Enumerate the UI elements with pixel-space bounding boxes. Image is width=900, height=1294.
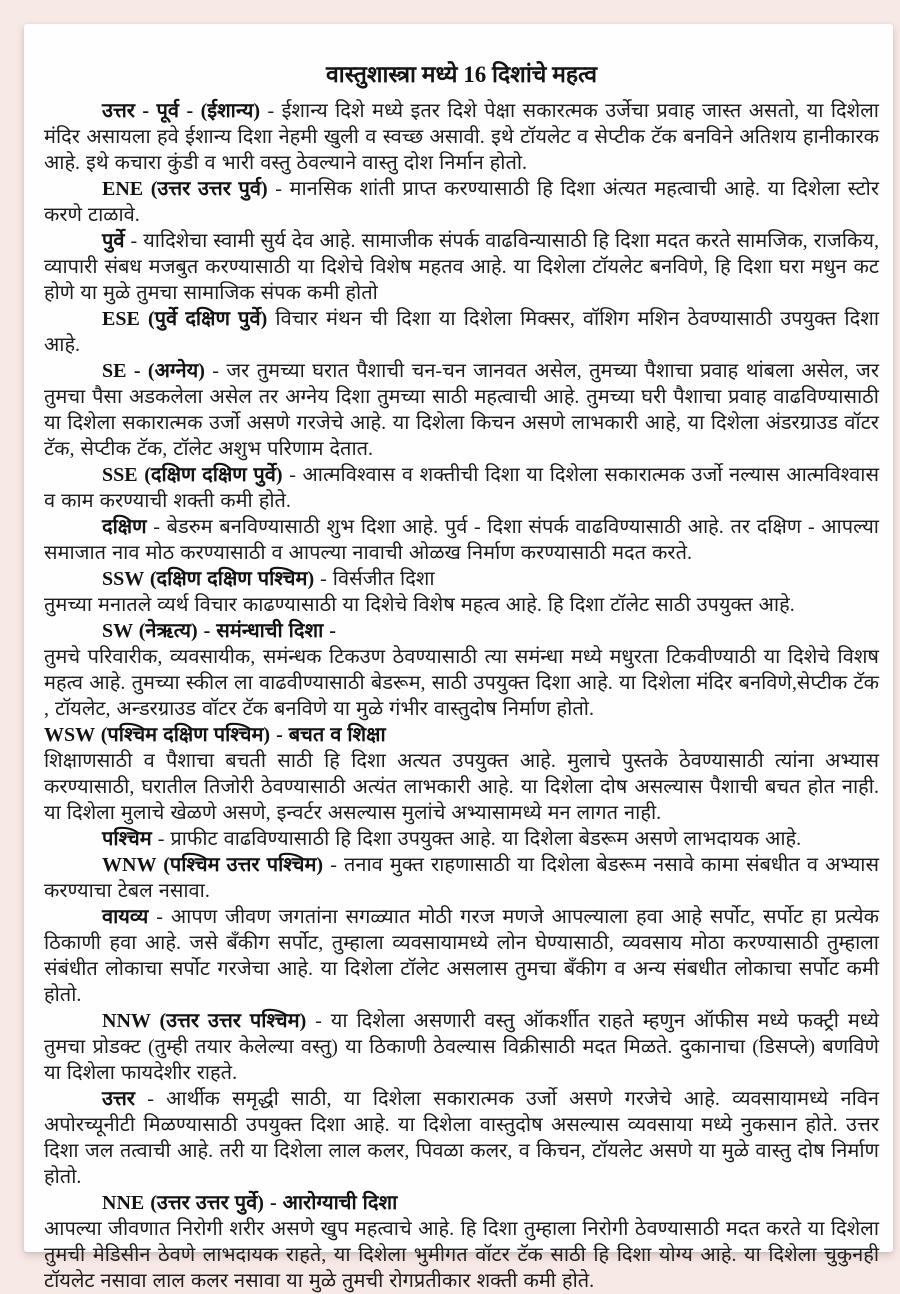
direction-heading: उत्तर <box>102 1088 135 1110</box>
direction-heading: SW (नेऋत्य) - समंन्धाची दिशा - <box>102 620 336 642</box>
paragraph-text: - आपण जीवण जगतांना सगळ्यात मोठी गरज मणजे आपल्याला हवा आहे सर्पोट, सर्पोट हा प्रत्येक ठिकाणी हवा आहे. जसे बँकीग सर्पोट, तुम्हाला व्यवसायामध्ये लोन घेण्यासाठी, व्यवसाय मोठा करण्यासाठी तुम्हाला संबंधीत लोकाचा सर्पोट गरजेचा आहे. या दिशेला टॉलेट असलास तुमचा बँकीग व अन्य संबधीत लोकाचा सर्पोट कमी होतो. <box>44 906 879 1006</box>
direction-heading: पुर्वे <box>102 230 125 252</box>
direction-heading: SE - (अग्नेय) <box>102 360 205 382</box>
direction-heading: WSW (पश्चिम दक्षिण पश्चिम) - बचत व शिक्षा <box>44 724 386 746</box>
paragraph <box>44 358 879 462</box>
paragraph <box>44 618 879 644</box>
direction-heading: SSW (दक्षिण दक्षिण पश्चिम) <box>102 568 315 590</box>
paragraph-text: - मानसिक शांती प्राप्त करण्यासाठी हि दिशा अंत्यत महत्वाची आहे. या दिशेला स्टोर करणे टाळावे. <box>44 178 880 226</box>
paragraph-text: - बेडरुम बनविण्यासाठी शुभ दिशा आहे. पुर्व - दिशा संपर्क वाढविण्यासाठी आहे. तर दक्षिण - आपल्या समाजात नाव मोठ करण्यासाठी व आपल्या नावाची ओळख निर्माण करण्यासाठी मदत करते. <box>44 516 879 564</box>
paragraph <box>44 592 879 618</box>
paragraph-text: - या दिशेला असणारी वस्तु ऑकर्शीत राहते म्हणुन ऑफीस मध्ये फक्ट्री मध्ये तुमचा प्रोडक्ट (तुम्ही तयार केलेल्या वस्तु) या ठिकाणी ठेवल्यास विक्रीसाठी मदत मिळते. दुकानाचा (डिसप्ले) बणविणे या दिशेला फायदेशीर राहते. <box>44 1010 879 1084</box>
paragraph-text: तुमचे परिवारीक, व्यवसायीक, समंन्धक टिकउण ठेवण्यासाठी त्या समंन्धा मध्ये मधुरता टिकवीण्याठी या दिशेचे विशष महत्व आहे. तुमच्या स्कील ला वाढवीण्यासाठी बेडरूम, साठी उपयुक्त दिशा आहे. या दिशेला मंदिर बनविणे,सेप्टीक टॅक , टॉयलेट, अन्डरग्राउड वॉटर टॅक बनविणे या मुळे गंभीर वास्तुदोष निर्माण होतो. <box>44 646 879 720</box>
paragraph <box>44 1190 879 1216</box>
paragraph-text: - आर्थीक समृद्धी साठी, या दिशेला सकारात्मक उर्जो असणे गरजेचे आहे. व्यवसायामध्ये नविन अपोरच्यूनीटी मिळण्यासाठी उपयुक्त दिशा आहे. या दिशेला वास्तुदोष असल्यास व्यवसाया मध्ये नुकसान होते. उत्तर दिशा जल तत्वाची आहे. तरी या दिशेला लाल कलर, पिवळा कलर, व किचन, टॉयलेट असणे या मुळे वास्तु दोष निर्माण होतो. <box>44 1088 879 1188</box>
paragraph <box>44 566 879 592</box>
direction-heading: दक्षिण <box>102 516 147 538</box>
direction-heading: ENE (उत्तर उत्तर पुर्व) <box>102 178 268 200</box>
direction-heading: पश्चिम <box>102 828 152 850</box>
paragraph <box>44 462 879 514</box>
paragraph-text: तुमच्या मनातले व्यर्थ विचार काढण्यासाठी या दिशेचे विशेष महत्व आहे. हि दिशा टॉलेट साठी उपयुक्त आहे. <box>44 594 795 616</box>
paragraph-text: - यादिशेचा स्वामी सुर्य देव आहे. सामाजीक संपर्क वाढविन्यासाठी हि दिशा मदत करते सामजिक, राजकिय, व्यापारी संबध मजबुत करण्यासाठी या दिशेचे विशेष महतव आहे. या दिशेला टॉयलेट बनविणे, हि दिशा घरा मधुन कट होणे या मुळे तुमचा सामाजिक संपक कमी होतो <box>44 230 879 304</box>
paragraph <box>44 306 879 358</box>
paragraph-text: - जर तुमच्या घरात पैशाची चन-चन जानवत असेल, तुमच्या पैशाचा प्रवाह थांबला असेल, जर तुमचा पैसा अडकलेला असेल तर अग्नेय दिशा तुमच्या साठी महत्वाची आहे. तुमच्या घरी पैशाचा प्रवाह वाढविण्यासाठी या दिशेला सकारात्मक उर्जो असणे गरजेचे आहे. या दिशेला किचन असणे लाभकारी आहे, या दिशेला अंडरग्राउड वॉटर टॅक, सेप्टीक टॅक, टॉलेट अशुभ परिणाम देतात. <box>44 360 879 460</box>
paragraph <box>44 852 879 904</box>
paragraph-text: आपल्या जीवणात निरोगी शरीर असणे खुप महत्वाचे आहे. हि दिशा तुम्हाला निरोगी ठेवण्यासाठी मदत करते या दिशेला तुमची मेडिसीन ठेवणे लाभदायक राहते, या दिशेला भुमीगत वॉटर टॅक साठी हि दिशा योग्य आहे. या दिशेला चुकुनही टॉयलेट नसावा लाल कलर नसावा या मुळे तुमची रोगप्रतीकार शक्ती कमी होते. <box>44 1218 879 1292</box>
paragraph <box>44 1008 879 1086</box>
document-page <box>24 24 893 1292</box>
paragraph <box>44 826 879 852</box>
direction-heading: SSE (दक्षिण दक्षिण पुर्वे) <box>102 464 283 486</box>
paragraph <box>44 1086 879 1190</box>
document-content <box>24 24 893 1294</box>
paragraph <box>44 722 879 748</box>
paragraph <box>44 228 879 306</box>
paragraph <box>44 514 879 566</box>
paragraph-text: - विर्सजीत दिशा <box>314 568 435 590</box>
paragraph <box>44 644 879 722</box>
paragraph <box>44 176 879 228</box>
direction-heading: WNW (पश्चिम उत्तर पश्चिम) <box>102 854 324 876</box>
direction-heading: NNE (उत्तर उत्तर पुर्वे) - आरोग्याची दिशा <box>102 1192 398 1214</box>
paragraph <box>44 1216 879 1294</box>
paragraph-text: शिक्षाणसाठी व पैशाचा बचती साठी हि दिशा अत्यत उपयुक्त आहे. मुलाचे पुस्तके ठेवण्यासाठी त्यांना अभ्यास करण्यासाठी, घरातील तिजोरी ठेवण्यासाठी अत्यंत लाभकारी आहे. या दिशेला दोष असल्यास पैशाची बचत होत नाही. या दिशेला मुलाचे खेळणे असणे, इन्वर्टर असल्यास मुलांचे अभ्यासामध्ये मन लागत नाही. <box>44 750 879 824</box>
page-title: वास्तुशास्त्रा मध्ये 16 दिशांचे महत्व <box>326 62 597 87</box>
paragraph-text: - आत्मविश्वास व शक्तीची दिशा या दिशेला सकारात्मक उर्जो नल्यास आत्मविश्वास व काम करण्याची शक्ती कमी होते. <box>44 464 879 512</box>
direction-heading: उत्तर - पूर्व - (ईशान्य) <box>102 100 261 122</box>
document-body <box>44 98 879 1294</box>
paragraph <box>44 904 879 1008</box>
paragraph-text: - तनाव मुक्त राहणासाठी या दिशेला बेडरूम नसावे कामा संबधीत व अभ्यास करण्याचा टेबल नसावा. <box>44 854 880 902</box>
direction-heading: ESE (पुर्वे दक्षिण पुर्वे) <box>102 308 268 330</box>
paragraph-text: - प्राफीट वाढविण्यासाठी हि दिशा उपयुक्त आहे. या दिशेला बेडरूम असणे लाभदायक आहे. <box>151 828 802 850</box>
direction-heading: वायव्य <box>102 906 149 928</box>
paragraph-text: - ईशान्य दिशे मध्ये इतर दिशे पेक्षा सकारत्मक उर्जेचा प्रवाह जास्त असतो, या दिशेला मंदिर असायला हवे ईशान्य दिशा नेहमी खुली व स्वच्छ असावी. इथे टॉयलेट व सेप्टीक टॅक बनविने अतिशय हानीकारक आहे. इथे कचारा कुंडी व भारी वस्तु ठेवल्याने वास्तु दोश निर्मान होतो. <box>44 100 879 174</box>
paragraph <box>44 748 879 826</box>
paragraph <box>44 98 879 176</box>
direction-heading: NNW (उत्तर उत्तर पश्चिम) <box>102 1010 307 1032</box>
paragraph-text: विचार मंथन ची दिशा या दिशेला मिक्सर, वॉशिग मशिन ठेवण्यासाठी उपयुक्त दिशा आहे. <box>44 308 879 356</box>
